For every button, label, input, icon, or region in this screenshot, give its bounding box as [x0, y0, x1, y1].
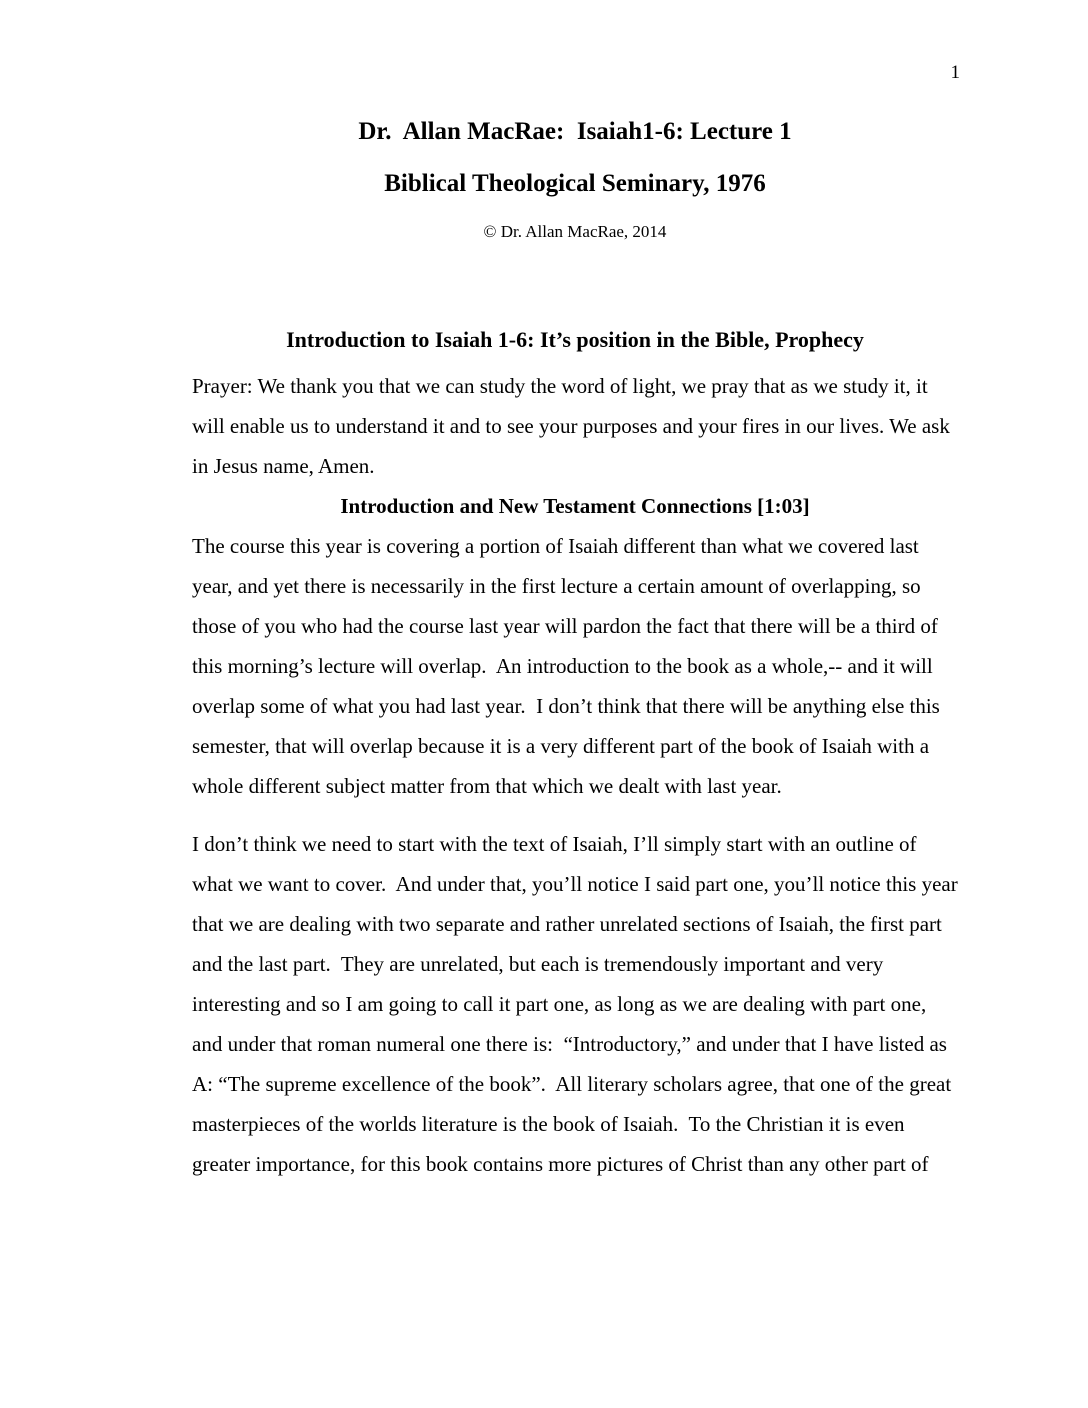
page-number: 1 [950, 62, 960, 83]
paragraph-1: The course this year is covering a portion of Isaiah different than what we covered last year, and yet there is necessarily in the first lecture a certain amount of overlapping, so those of you who had the course last year will pardon the fact that there will be a third of this morning’s lecture will overlap. An introduction to the book as a whole,-- and it will overlap some of what you had last year. I don’t think that there will be anything else this semester, that will overlap because it is a very different part of the book of Isaiah with a whole different subject matter from that which we dealt with last year. [192, 534, 946, 798]
document-title: Dr. Allan MacRae: Isaiah1-6: Lecture 1 [358, 118, 792, 145]
title-block [192, 118, 958, 242]
document-subtitle: Biblical Theological Seminary, 1976 [384, 170, 766, 197]
section-heading: Introduction to Isaiah 1-6: It’s position in the Bible, Prophecy [286, 327, 864, 352]
copyright-line: © Dr. Allan MacRae, 2014 [483, 222, 667, 241]
prayer-paragraph: Prayer: We thank you that we can study the word of light, we pray that as we study it, it will enable us to understand it and to see your purposes and your fires in our lives. We ask in Jesus name, Amen. [192, 374, 956, 478]
paragraph-2: I don’t think we need to start with the text of Isaiah, I’ll simply start with an outline of what we want to cover. And under that, you’ll notice I said part one, you’ll notice this year that we are dealing with two separate and rather unrelated sections of Isaiah, the first part and the last part. They are unrelated, but each is tremendously important and very interesting and so I am going to call it part one, as long as we are dealing with part one, and under that roman numeral one there is: “Introductory,” and under that I have listed as A: “The supreme excellence of the book”. All literary scholars agree, that one of the great masterpieces of the worlds literature is the book of Isaiah. To the Christian it is even greater importance, for this book contains more pictures of Christ than any other part of [192, 832, 963, 1176]
subsection-heading: Introduction and New Testament Connections [1:03] [340, 494, 810, 518]
